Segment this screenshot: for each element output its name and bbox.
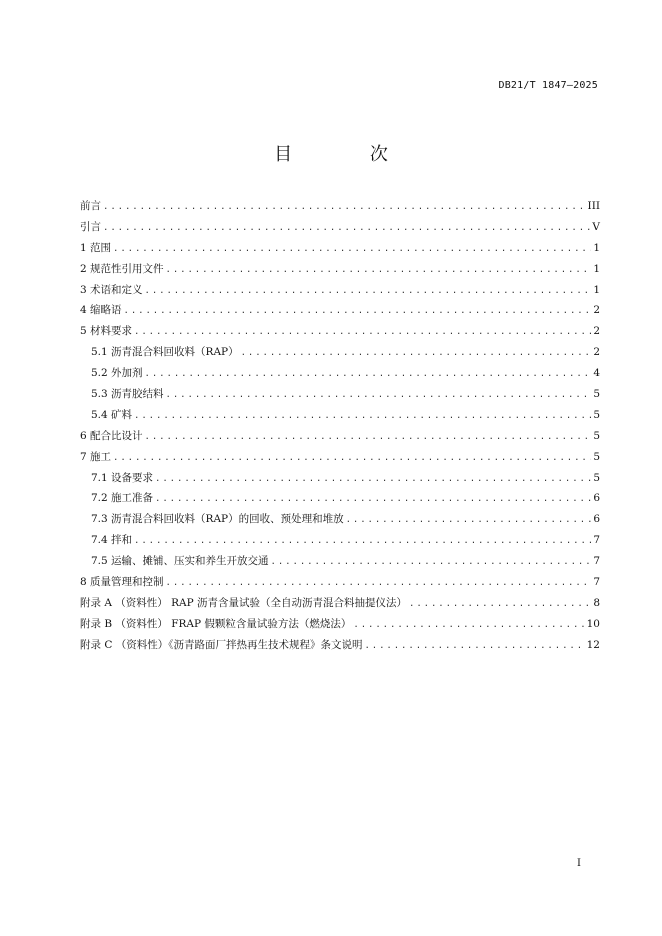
toc-entry[interactable] (80, 219, 600, 240)
toc-leader-dots (134, 327, 591, 337)
toc-entry-label: 5.2 外加剂 (91, 367, 143, 380)
toc-entry-page: 5 (593, 408, 600, 421)
toc-entry[interactable] (80, 574, 600, 595)
toc-leader-dots (364, 641, 584, 651)
toc-entry[interactable] (80, 407, 600, 428)
toc-entry[interactable] (80, 198, 600, 219)
toc-entry-label: 4 缩略语 (80, 304, 122, 317)
toc-entry-label: 1 范围 (80, 241, 112, 254)
toc-entry-label: 7.3 沥青混合料回收料（RAP）的回收、预处理和堆放 (91, 513, 344, 526)
toc-entry-label: 5 材料要求 (80, 325, 133, 338)
toc-entry-label: 5.1 沥青混合料回收料（RAP） (91, 346, 239, 359)
toc-entry-page: 7 (593, 555, 600, 568)
toc-entry[interactable] (80, 616, 600, 637)
toc-entry-label: 7.1 设备要求 (91, 471, 154, 484)
toc-leader-dots (155, 494, 591, 504)
toc-entry-label: 附录 A （资料性） RAP 沥青含量试验（全自动沥青混合料抽提仪法） (80, 596, 407, 609)
toc-entry-page: 2 (593, 304, 600, 317)
toc-entry[interactable] (80, 302, 600, 323)
toc-entry-label: 7.5 运输、摊铺、压实和养生开放交通 (91, 555, 269, 568)
toc-entry-page: 5 (593, 471, 600, 484)
toc-entry[interactable] (80, 344, 600, 365)
toc-entry-page: 1 (593, 262, 600, 275)
toc-leader-dots (166, 265, 592, 275)
toc-leader-dots (103, 202, 586, 212)
toc-leader-dots (103, 223, 590, 233)
toc-entry-page: 5 (593, 388, 600, 401)
toc-entry-label: 前言 (80, 200, 101, 212)
toc-entry-label: 8 质量管理和控制 (80, 576, 164, 589)
page-number: I (577, 858, 581, 869)
toc-leader-dots (124, 306, 592, 316)
toc-entry[interactable] (80, 428, 600, 449)
toc-entry-label: 6 配合比设计 (80, 429, 143, 442)
toc-leader-dots (134, 536, 591, 546)
toc-entry[interactable] (80, 470, 600, 491)
toc-entry-page: III (587, 200, 600, 212)
toc-leader-dots (145, 286, 592, 296)
toc-entry-label: 附录 C （资料性）《沥青路面厂拌热再生技术规程》条文说明 (80, 638, 363, 651)
toc-leader-dots (145, 369, 592, 379)
toc-entry-label: 5.3 沥青胶结料 (91, 388, 164, 401)
toc-entry[interactable] (80, 240, 600, 261)
toc-entry-page: 6 (593, 492, 600, 505)
toc-entry-page: 12 (586, 638, 600, 651)
toc-leader-dots (166, 390, 592, 400)
toc-leader-dots (155, 474, 591, 484)
toc-entry-label: 7 施工 (80, 450, 112, 463)
toc-entry-label: 7.2 施工准备 (91, 492, 154, 505)
toc-entry[interactable] (80, 595, 600, 616)
toc-entry[interactable] (80, 323, 600, 344)
toc-entry[interactable] (80, 637, 600, 658)
toc-entry-page: 7 (593, 534, 600, 547)
toc-leader-dots (271, 557, 592, 567)
toc-entry[interactable] (80, 365, 600, 386)
toc-entry-page: 8 (593, 596, 600, 609)
toc-entry-page: 2 (593, 325, 600, 338)
toc-leader-dots (241, 348, 592, 358)
toc-leader-dots (113, 453, 591, 463)
toc-entry[interactable] (80, 490, 600, 511)
toc-leader-dots (134, 411, 591, 421)
toc-entry-page: 1 (593, 283, 600, 296)
toc-entry-page: 1 (593, 241, 600, 254)
toc-leader-dots (113, 244, 591, 254)
toc-entry-label: 2 规范性引用文件 (80, 262, 164, 275)
toc-entry-page: 10 (586, 617, 600, 630)
toc-entry[interactable] (80, 553, 600, 574)
toc-leader-dots (346, 515, 592, 525)
toc-entry-page: 2 (593, 346, 600, 359)
toc-entry-label: 5.4 矿料 (91, 408, 133, 421)
toc-entry-label: 7.4 拌和 (91, 534, 133, 547)
toc-entry-page: 6 (593, 513, 600, 526)
toc-leader-dots (145, 432, 592, 442)
toc-entry[interactable] (80, 532, 600, 553)
document-code: DB21/T 1847—2025 (498, 80, 598, 91)
toc-entry-page: 5 (593, 450, 600, 463)
toc-entry[interactable] (80, 511, 600, 532)
toc-entry-label: 3 术语和定义 (80, 283, 143, 296)
toc-entry[interactable] (80, 449, 600, 470)
toc-entry[interactable] (80, 386, 600, 407)
toc-entry[interactable] (80, 261, 600, 282)
toc-entry-page: 7 (593, 576, 600, 589)
toc-leader-dots (166, 578, 592, 588)
toc-leader-dots (353, 620, 584, 630)
toc-entry-page: V (592, 220, 600, 233)
page-title: 目 次 (274, 144, 424, 165)
toc-entry-label: 引言 (80, 220, 101, 233)
toc-leader-dots (409, 599, 591, 609)
toc-entry[interactable] (80, 282, 600, 303)
table-of-contents (80, 198, 600, 658)
toc-entry-page: 4 (593, 367, 600, 380)
toc-entry-label: 附录 B （资料性） FRAP 假颗粒含量试验方法（燃烧法） (80, 617, 352, 630)
toc-entry-page: 5 (593, 429, 600, 442)
